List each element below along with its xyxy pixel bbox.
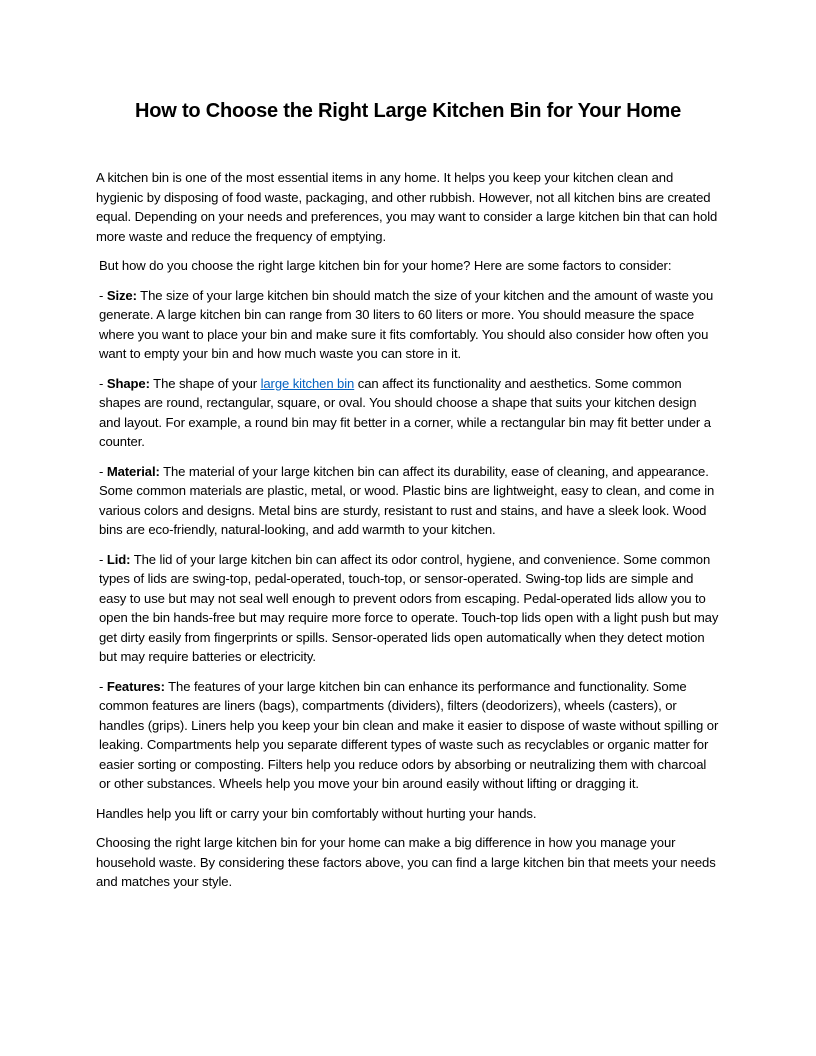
features-label: Features: (106, 678, 165, 694)
size-label: Size: (106, 287, 137, 303)
large-kitchen-bin-link[interactable]: large kitchen bin (260, 375, 355, 391)
bullet-dash: - (99, 551, 107, 567)
lid-label: Lid: (106, 551, 131, 567)
page-title: How to Choose the Right Large Kitchen Bin for Your Home (134, 100, 682, 122)
shape-text-after: can affect its functionality and aesthetics. Some common shapes are round, rectangular, square, or oval. You should choose a shape that suits your kitchen design and layout. For example, a round bin may fit better in a corner, while a rectangular bin may fit better under a counter. (99, 375, 711, 449)
handles-paragraph: Handles help you lift or carry your bin comfortably without hurting your hands. (96, 805, 537, 821)
material-paragraph (96, 462, 720, 540)
bullet-dash: - (99, 375, 107, 391)
shape-text-before: The shape of your (149, 375, 261, 391)
shape-paragraph (96, 374, 720, 452)
size-text: The size of your large kitchen bin should match the size of your kitchen and the amount of waste you generate. A large kitchen bin can range from 30 liters to 60 liters or more. You should measure the space where you want to place your bin and make sure it fits comfortably. You should also consider how often you want to empty your bin and how much waste you can store in it. (99, 287, 714, 361)
document-page (96, 96, 720, 902)
conclusion-paragraph: Choosing the right large kitchen bin for your home can make a big difference in how you manage your household waste. By considering these factors above, you can find a large kitchen bin that meets your needs and matches your style. (96, 835, 716, 889)
shape-label: Shape: (106, 375, 150, 391)
bullet-dash: - (99, 678, 107, 694)
size-paragraph (96, 286, 720, 364)
question-paragraph: But how do you choose the right large kitchen bin for your home? Here are some factors to consider: (99, 258, 672, 273)
intro-paragraph: A kitchen bin is one of the most essential items in any home. It helps you keep your kitchen clean and hygienic by disposing of food waste, packaging, and other rubbish. However, not all kitchen bins are created equal. Depending on your needs and preferences, you may want to consider a large kitchen bin that can hold more waste and reduce the frequency of emptying. (96, 170, 718, 244)
lid-paragraph (96, 550, 720, 667)
material-text: The material of your large kitchen bin can affect its durability, ease of cleaning, and appearance. Some common materials are plastic, metal, or wood. Plastic bins are lightweight, easy to clean, and come in various colors and designs. Metal bins are sturdy, resistant to rust and stains, and have a sleek look. Wood bins are eco-friendly, natural-looking, and add warmth to your kitchen. (99, 463, 715, 537)
features-text: The features of your large kitchen bin can enhance its performance and functionality. Some common features are liners (bags), compartments (dividers), filters (deodorizers), wheels (casters), or handles (grips). Liners help you keep your bin clean and make it easier to dispose of waste without spilling or leaking. Compartments help you separate different types of waste such as recyclables or organic matter for easier sorting or composting. Filters help you reduce odors by absorbing or neutralizing them with charcoal or other substances. Wheels help you move your bin around easily without lifting or dragging it. (99, 678, 719, 791)
features-paragraph (96, 677, 720, 794)
bullet-dash: - (99, 287, 107, 303)
bullet-dash: - (99, 463, 107, 479)
document-body (96, 168, 720, 892)
material-label: Material: (106, 463, 160, 479)
lid-text: The lid of your large kitchen bin can affect its odor control, hygiene, and convenience. Some common types of lids are swing-top, pedal-operated, touch-top, or sensor-operated. Swing-top lids are simple and easy to use but may not seal well enough to prevent odors from escaping. Pedal-operated lids allow you to open the bin hands-free but may require more force to operate. Touch-top lids open with a light push but may get dirty easily from fingerprints or spills. Sensor-operated lids open automatically when they detect motion but may require batteries or electricity. (99, 551, 719, 664)
